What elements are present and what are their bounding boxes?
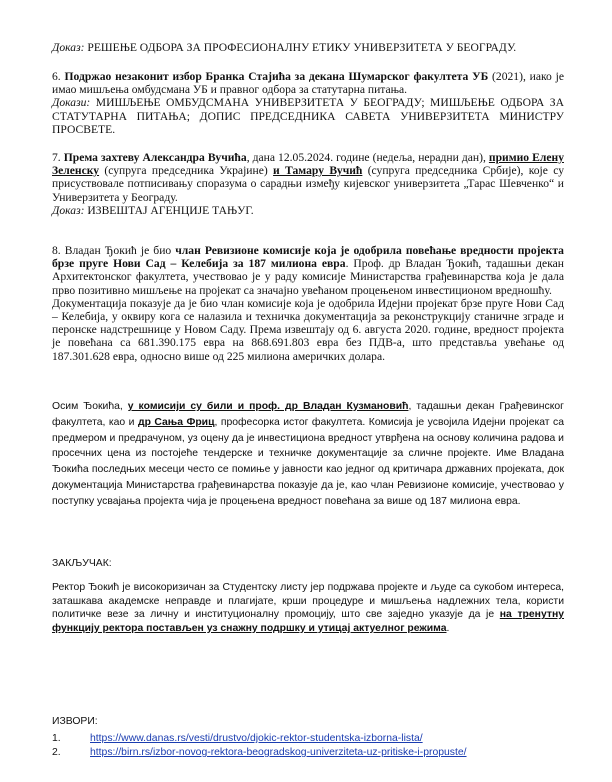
source-item (52, 746, 467, 759)
item-8-text-2: . Проф. др Владан Ђокић, тадашњи декан Архитектонског факултета, учествовао је у раду комисије Министарства грађевинарства која је дала прво позитивно мишљење на пројекат са значајно увећаном процењеном инвестиционом вредношћу. (52, 257, 564, 297)
conclusion-text-2: . (446, 622, 450, 634)
item-8-text-1: 8. Владан Ђокић је био (52, 244, 176, 257)
item-8-heading: члан Ревизионе комисије која је одобрила повећање вредности пројекта брзе пруге Нови Сад – Келебија за 187 милиона евра (52, 244, 564, 271)
conclusion-title: ЗАКЉУЧАК: (52, 558, 112, 569)
item-9 (52, 399, 564, 510)
proof-line-top (52, 41, 564, 54)
item-8 (52, 244, 564, 363)
source-number: 1. (52, 733, 61, 744)
conclusion-text-1: Ректор Ђокић је високоризичан за Студентску листу јер подржава пројекте и људе са сукобом интереса, заташкава академске неправде и плагијате, крши процедуре и мишљења надлежних тела, користи политичке везе за личну и институционалну промоцију, што све заједно указује да је (52, 582, 564, 621)
item-7-text-3: (супруга председника Србије), које су присуствовале потписивању споразума о сарадњи између кијевског универзитета „Тарас Шевченко“ и Универзитета у Београду. (52, 164, 565, 204)
item-6-proof-label: Докази: (52, 96, 91, 110)
item-9-underlined-1: у комисији су били и проф. др Владан Кузмановић (127, 401, 409, 412)
item-9-text-3: , професорка истог факултета. Комисија је усвојила Идејни пројекат са предмером и предрачуном, уз оцену да је инвестициона вредност утврђена на основу количина радова и просечних цена из постојеће тендерске и техничке документације за сличне пројекте. Име Владана Ђокића последњих месеци често се помиње у јавности као једног од критичара државних пројеката, док документација Министарства грађевинарства показује да је, као члан Ревизионе комисије, учествовао у поступку усвајања пројекта чија је процењена вредност повећана за више од 187 милиона евра. (52, 416, 564, 507)
sources-title: ИЗВОРИ: (52, 716, 98, 727)
source-item (52, 732, 423, 745)
item-7-number: 7. (52, 151, 64, 164)
item-7-proof-label: Доказ: (52, 203, 85, 217)
item-6-number: 6. (52, 70, 65, 83)
source-number: 2. (52, 747, 61, 758)
item-6 (52, 70, 564, 136)
item-7-proof-text: ИЗВЕШТАЈ АГЕНЦИЈЕ ТАЊУГ. (84, 203, 254, 217)
item-6-proof-text: МИШЉЕЊЕ ОМБУДСМАНА УНИВЕРЗИТЕТА У БЕОГРАДУ; МИШЉЕЊЕ ОДБОРА ЗА СТАТУТАРНА ПИТАЊА; ДОПИС ПРЕДСЕДНИКА САВЕТА УНИВЕРЗИТЕТА МИНИСТРУ ПРОСВЕТЕ. (52, 96, 564, 136)
proof-label: Доказ: (52, 41, 85, 54)
source-link-1[interactable]: https://www.danas.rs/vesti/drustvo/djokic-rektor-studentska-izborna-lista/ (90, 733, 423, 744)
item-7-heading: Према захтеву Александра Вучића (63, 151, 247, 164)
item-6-text: (2021), иако је имао мишљења омбудсмана УБ и правног одбора за статутарна питања. (52, 70, 565, 97)
item-7-text-1: , дана 12.05.2024. године (недеља, нерадни дан), (246, 151, 489, 164)
item-9-text-1: Осим Ђокића, (52, 401, 128, 412)
proof-text: РЕШЕЊЕ ОДБОРА ЗА ПРОФЕСИОНАЛНУ ЕТИКУ УНИВЕРЗИТЕТА У БЕОГРАДУ. (84, 41, 517, 54)
conclusion-emphasis: на тренутну функцију ректора постављен уз снажну подршку и утицај актуелног режима (52, 609, 565, 634)
item-7-text-2: (супруга председника Украјине) (99, 164, 274, 178)
item-7-underlined-2: и Тамару Вучић (273, 164, 363, 178)
item-9-underlined-2: др Сања Фриц (137, 416, 215, 428)
conclusion-body (52, 581, 564, 635)
item-7 (52, 151, 564, 217)
item-7-underlined-1: примио Елену Зеленску (52, 151, 564, 178)
item-6-heading: Подржао незаконит избор Бранка Стајића за декана Шумарског факултета УБ (64, 70, 489, 83)
item-8-text-3: Документација показује да је био члан комисије која је одобрила Идејни пројекат брзе пруге Нови Сад – Келебија, у оквиру кога се налазила и техничка документација за реконструкцију станичне зграде и перонске надстрешнице у Новом Саду. Према извештају од 6. августа 2020. године, вредност пројекта је повећана са 681.390.175 евра на 868.691.803 евра без ПДВ-а, што представља увећање од 187.301.628 евра, односно више од 225 милиона америчких долара. (52, 296, 564, 363)
item-9-text-2: , тадашњи декан Грађевинског факултета, као и (52, 401, 564, 428)
source-link-2[interactable]: https://birn.rs/izbor-novog-rektora-beogradskog-univerziteta-uz-pritiske-i-propuste/ (90, 747, 467, 758)
